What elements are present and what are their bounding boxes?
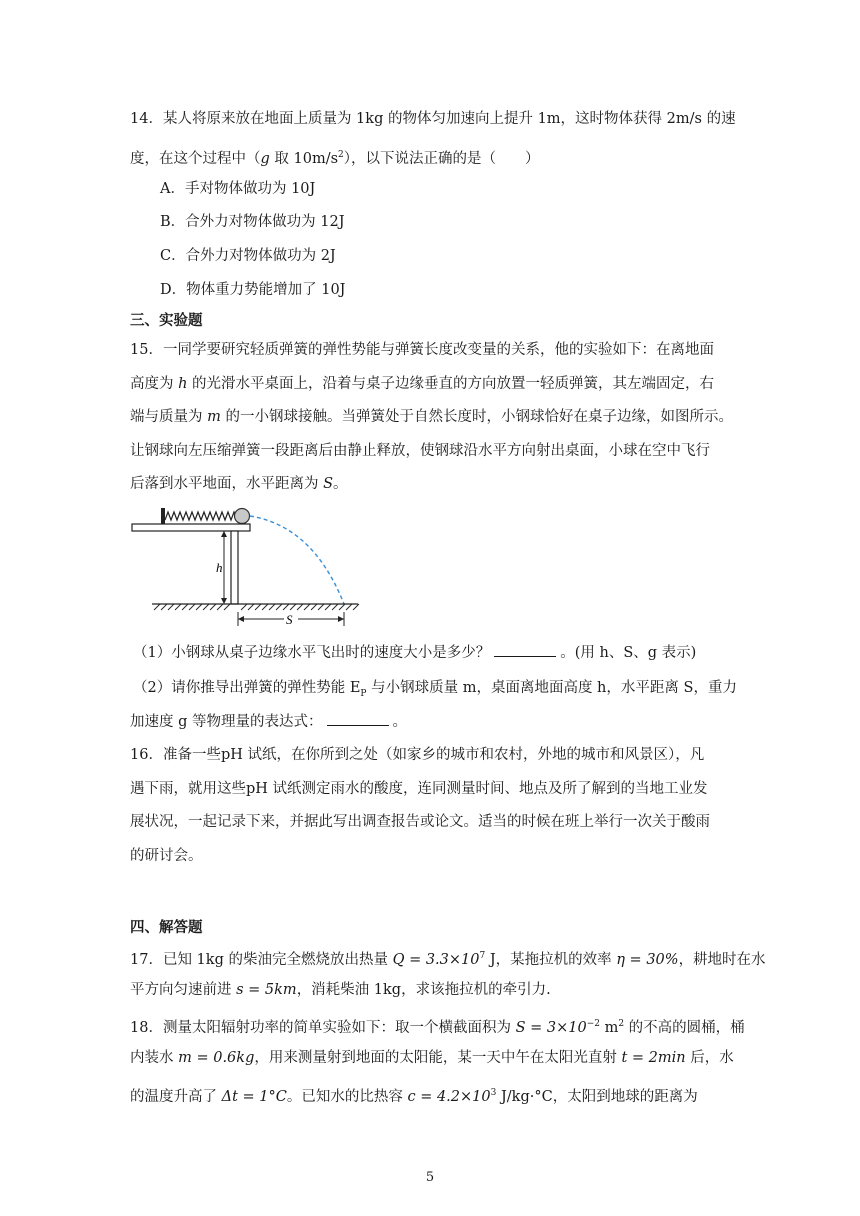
q14-line1: 14．某人将原来放在地面上质量为 1kg 的物体匀加速向上提升 1m，这时物体获得 2m/s 的速: [130, 111, 736, 127]
q15-line2: 高度为 h 的光滑水平桌面上，沿着与桌子边缘垂直的方向放置一轻质弹簧，其左端固定，右: [130, 376, 715, 392]
q16-line3: 展状况，一起记录下来，并据此写出调查报告或论文。适当的时候在班上举行一次关于酸雨: [130, 814, 710, 830]
table-leg: [231, 531, 238, 604]
section-heading-experiment: 三、实验题: [130, 313, 203, 329]
trajectory-curve: [250, 516, 344, 604]
spring-wall: [161, 508, 165, 524]
q15-sub1: （1）小钢球从桌子边缘水平飞出时的速度大小是多少？ 。(用 h、S、g 表示): [133, 641, 696, 664]
q14-option-a: A．手对物体做功为 10J: [160, 181, 316, 197]
distance-arrow-left: [238, 616, 244, 622]
distance-arrow-right: [338, 616, 344, 622]
distance-label: S: [286, 612, 293, 627]
q16-line4: 的研讨会。: [130, 848, 203, 864]
q14-option-d: D．物体重力势能增加了 10J: [160, 282, 346, 298]
answer-blank-2[interactable]: [327, 710, 389, 726]
steel-ball: [235, 509, 250, 524]
q14-option-c: C．合外力对物体做功为 2J: [160, 248, 336, 264]
q17-line2: 平方向匀速前进 s = 5km，消耗柴油 1kg，求该拖拉机的牵引力.: [130, 982, 551, 998]
q17-line1: 17．已知 1kg 的柴油完全燃烧放出热量 $Q = 3.3\times 10^7$ J，某拖拉机的效率 η = 30%，耕地时在水: [130, 951, 766, 968]
q16-line1: 16．准备一些pH 试纸，在你所到之处（如家乡的城市和农村，外地的城市和风景区），凡: [130, 747, 705, 763]
q14-line2: 度，在这个过程中（g 取 $10m/s^2$），以下说法正确的是（ ）: [130, 150, 540, 167]
ground-hatch: [154, 604, 359, 610]
q15-line5: 后落到水平地面，水平距离为 S。: [130, 476, 348, 492]
q15-sub2-line2: 加速度 g 等物理量的表达式： 。: [130, 710, 407, 733]
q15-line1: 15．一同学要研究轻质弹簧的弹性势能与弹簧长度改变量的关系，他的实验如下：在离地面: [130, 342, 714, 358]
q18-line1: 18．测量太阳辐射功率的简单实验如下：取一个横截面积为 $S = 3\times 10^{-2}$ $m^2$ 的不高的圆桶，桶: [130, 1019, 745, 1036]
q18-line2: 内装水 m = 0.6kg，用来测量射到地面的太阳能，某一天中午在太阳光直射 t = 2min 后，水: [130, 1050, 734, 1066]
height-label: h: [216, 560, 223, 575]
q15-line4: 让钢球向左压缩弹簧一段距离后由静止释放，使钢球沿水平方向射出桌面，小球在空中飞行: [130, 443, 710, 459]
section-heading-answers: 四、解答题: [130, 920, 203, 936]
spring-table-figure: [128, 500, 368, 630]
answer-blank-1[interactable]: [494, 641, 556, 657]
height-arrow-top: [221, 531, 227, 537]
q16-line2: 遇下雨，就用这些pH 试纸测定雨水的酸度，连同测量时间、地点及所了解到的当地工业发: [130, 781, 708, 797]
q15-line3: 端与质量为 m 的一小钢球接触。当弹簧处于自然长度时，小钢球恰好在桌子边缘，如图所示。: [130, 409, 733, 425]
q18-line3: 的温度升高了 Δt = 1°C。已知水的比热容 $c = 4.2\times 10^3$ J/kg·°C，太阳到地球的距离为: [130, 1088, 698, 1105]
spring-coil: [165, 512, 237, 520]
table-top: [132, 524, 250, 531]
page-number: 5: [425, 1170, 435, 1185]
q14-option-b: B．合外力对物体做功为 12J: [160, 214, 345, 230]
height-arrow-bottom: [221, 598, 227, 604]
q15-sub2: （2）请你推导出弹簧的弹性势能 $E_P$ 与小钢球质量 m，桌面离地面高度 h，水平距离 S，重力: [133, 680, 737, 699]
